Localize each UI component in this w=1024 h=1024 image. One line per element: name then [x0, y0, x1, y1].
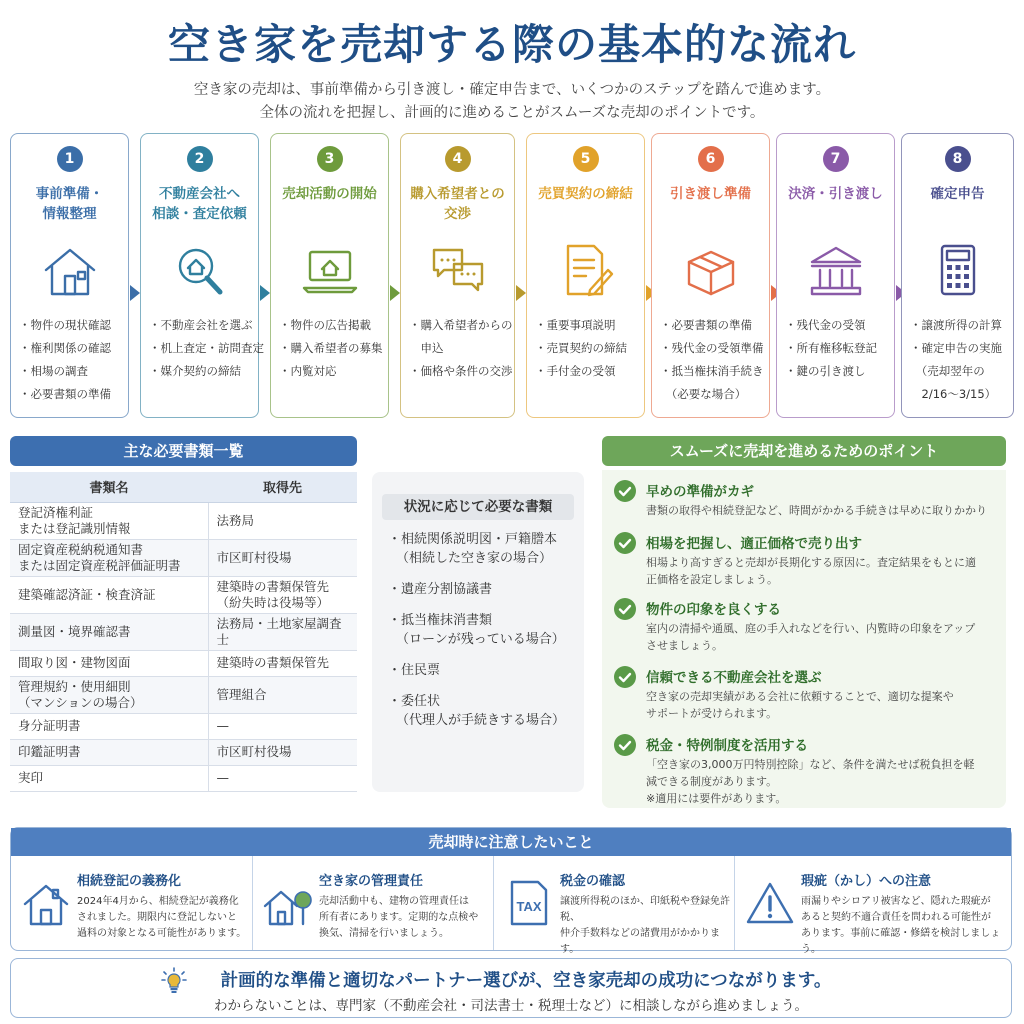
cautions-panel: [10, 827, 1012, 955]
step-arrow-icon: [516, 285, 526, 301]
step-title: [781, 184, 890, 204]
table-row: [10, 539, 357, 576]
step-title: [531, 184, 640, 204]
point-title: 税金・特例制度を活用する: [646, 738, 808, 754]
doc-name-cell: [10, 539, 208, 576]
situational-doc-name: ・住民票: [388, 663, 441, 678]
step-item: （売却翌年の: [910, 364, 985, 378]
search-house-icon: [170, 242, 230, 298]
calculator-icon: [928, 242, 988, 298]
step-item: （必要な場合）: [660, 387, 747, 401]
doc-name-cell: [10, 613, 208, 650]
point-text-line: 空き家の売却実績がある会社に依頼することで、適切な提案や: [646, 690, 954, 703]
doc-source-cell: [208, 676, 357, 713]
step-item: ・物件の広告掲載: [279, 318, 371, 332]
doc-source-line: 管理組合: [216, 686, 267, 702]
step-title-line: 引き渡し準備: [670, 186, 751, 202]
situational-doc-name: ・相続関係説明図・戸籍謄本: [388, 532, 558, 547]
situational-doc-name: ・委任状: [388, 694, 441, 709]
doc-name-line: （マンションの場合）: [18, 694, 143, 710]
doc-name-line: 間取り図・建物図面: [18, 655, 131, 670]
points-panel: [602, 470, 1006, 808]
footer-panel: [10, 958, 1012, 1018]
step-item: ・残代金の受領準備: [660, 341, 764, 355]
doc-name-cell: [10, 765, 208, 791]
step-title-line: 売却活動の開始: [282, 186, 377, 202]
step-item: ・不動産会社を選ぶ: [149, 318, 253, 332]
docs-col-source: 取得先: [208, 472, 357, 502]
step-card-6: [651, 133, 770, 418]
step-item-list: [660, 314, 765, 406]
docs-header: 主な必要書類一覧: [10, 436, 357, 466]
table-row: [10, 765, 357, 791]
doc-name-line: 建築確認済証・検査済証: [18, 586, 156, 602]
bank-icon: [806, 242, 866, 298]
tax-document-icon: [504, 880, 554, 926]
list-item: [388, 611, 578, 649]
step-card-7: [776, 133, 895, 418]
check-circle-icon: [614, 532, 636, 554]
doc-source-line: 市区町村役場: [216, 549, 292, 565]
doc-name-line: 印鑑証明書: [18, 744, 81, 759]
point-title: 早めの準備がカギ: [646, 484, 754, 500]
caution-text-line: 換気、清掃を行いましょう。: [319, 928, 449, 939]
step-title-line: 交渉: [444, 206, 471, 222]
caution-text-line: されました。期限内に登記しないと: [77, 912, 237, 923]
caution-text-line: 所有者にあります。定期的な点検や: [319, 912, 479, 923]
footer-headline: 計画的な準備と適切なパートナー選びが、空き家売却の成功につながります。: [220, 971, 832, 991]
step-title: [275, 184, 384, 204]
doc-source-line: 市区町村役場: [216, 744, 292, 759]
step-item: ・購入希望者からの: [409, 318, 513, 332]
caution-text-line: あると契約不適合責任を問われる可能性が: [801, 912, 991, 923]
step-title-line: 確定申告: [930, 186, 985, 202]
doc-source-line: 建築時の書類保管先: [216, 655, 330, 670]
footer-note: わからないことは、専門家（不動産会社・司法書士・税理士など）に相談しながら進めましょう。: [214, 998, 808, 1014]
doc-name-line: 測量図・境界確認書: [18, 623, 131, 639]
doc-source-line: —: [216, 718, 229, 733]
caution-item: [252, 856, 493, 950]
page-title: 空き家を売却する際の基本的な流れ: [167, 20, 856, 69]
step-card-4: [400, 133, 515, 418]
step-number-badge: 6: [698, 146, 724, 172]
step-item: ・売買契約の締結: [535, 341, 627, 355]
table-row: [10, 650, 357, 676]
warning-icon: [745, 880, 795, 926]
doc-name-cell: [10, 713, 208, 739]
step-title-line: 相談・査定依頼: [152, 206, 247, 222]
step-number-badge: 5: [573, 146, 599, 172]
step-number-badge: 8: [945, 146, 971, 172]
step-item-list: [910, 314, 1009, 406]
svg-text:TAX: TAX: [516, 899, 542, 914]
doc-source-cell: [208, 739, 357, 765]
doc-name-line: または登記識別情報: [18, 520, 131, 536]
step-title-line: 不動産会社へ: [159, 186, 240, 202]
table-row: [10, 676, 357, 713]
check-circle-icon: [614, 480, 636, 502]
step-title: [145, 184, 254, 224]
step-title-line: 事前準備・: [35, 186, 104, 202]
step-item: 2/16〜3/15）: [910, 387, 997, 401]
situational-doc-name: ・抵当権抹消書類: [388, 613, 493, 628]
step-item: ・譲渡所得の計算: [910, 318, 1002, 332]
step-title: [15, 184, 124, 224]
doc-name-line: 実印: [18, 770, 44, 785]
situational-docs-panel: [372, 472, 584, 792]
step-item: ・鍵の引き渡し: [785, 364, 866, 378]
doc-source-cell: [208, 613, 357, 650]
caution-title: 瑕疵（かし）への注意: [801, 874, 932, 889]
point-text-line: 減できる制度があります。: [646, 775, 778, 788]
step-item: ・物件の現状確認: [19, 318, 111, 332]
doc-name-line: 管理規約・使用細則: [18, 678, 131, 694]
point-text-line: させましょう。: [646, 639, 723, 652]
situational-doc-condition: （代理人が手続きする場合）: [396, 713, 566, 728]
step-title-line: 売買契約の締結: [538, 186, 633, 202]
doc-source-line: 法務局: [216, 512, 255, 528]
caution-text-line: 仲介手数料などの諸費用がかかります。: [560, 928, 720, 955]
steps-flow: [10, 133, 1014, 418]
step-title: [906, 184, 1009, 204]
step-item-list: [409, 314, 513, 383]
caution-text-line: あります。事前に確認・修繕を検討しましょう。: [801, 928, 1001, 955]
doc-name-cell: [10, 650, 208, 676]
table-row: [10, 576, 357, 613]
check-circle-icon: [614, 734, 636, 756]
point-text: [646, 502, 998, 519]
step-item: ・価格や条件の交渉: [409, 364, 513, 378]
list-item: [388, 692, 578, 730]
points-header: スムーズに売却を進めるためのポイント: [602, 436, 1006, 466]
list-item: [388, 580, 578, 599]
step-title-line: 購入希望者との: [410, 186, 505, 202]
caution-text: [801, 894, 1006, 958]
caution-item: [11, 856, 252, 950]
situational-docs-header: 状況に応じて必要な書類: [382, 494, 574, 520]
point-title: 物件の印象を良くする: [646, 602, 781, 618]
contract-pen-icon: [556, 242, 616, 298]
step-card-2: [140, 133, 264, 418]
box-icon: [681, 242, 741, 298]
house-icon: [40, 242, 100, 298]
doc-source-cell: [208, 713, 357, 739]
step-item: ・残代金の受領: [785, 318, 866, 332]
step-card-3: [270, 133, 389, 418]
doc-source-line: —: [216, 770, 229, 785]
doc-source-cell: [208, 650, 357, 676]
caution-text-line: 雨漏りやシロアリ被害など、隠れた瑕疵が: [801, 896, 991, 907]
point-text: [646, 688, 998, 722]
table-row: [10, 613, 357, 650]
doc-source-line: 建築時の書類保管先: [216, 578, 330, 594]
caution-text-line: 2024年4月から、相続登記が義務化: [77, 896, 239, 907]
step-number-badge: 3: [317, 146, 343, 172]
situational-doc-condition: （ローンが残っている場合）: [396, 632, 565, 647]
step-card-1: [10, 133, 129, 418]
chat-bubbles-icon: [428, 242, 488, 298]
step-title-line: 情報整理: [42, 206, 97, 222]
caution-text-line: 売却活動中も、建物の管理責任は: [319, 896, 469, 907]
check-circle-icon: [614, 598, 636, 620]
step-item: ・机上査定・訪問査定: [149, 341, 264, 355]
docs-col-name: 書類名: [10, 472, 208, 502]
step-arrow-icon: [130, 285, 140, 301]
point-text-line: サポートが受けられます。: [646, 707, 778, 720]
doc-source-line: （紛失時は役場等）: [216, 594, 330, 610]
doc-source-cell: [208, 576, 357, 613]
step-title: [405, 184, 510, 224]
caution-text: [319, 894, 489, 942]
step-number-badge: 4: [445, 146, 471, 172]
caution-title: 空き家の管理責任: [319, 874, 424, 889]
house-outline-icon: [21, 880, 71, 926]
point-text-line: 室内の清掃や通風、庭の手入れなどを行い、内覧時の印象をアップ: [646, 622, 976, 635]
caution-text-line: 譲渡所得税のほか、印紙税や登録免許税、: [560, 896, 730, 923]
caution-item: [493, 856, 734, 955]
step-item: 申込: [409, 341, 444, 355]
point-title: 信頼できる不動産会社を選ぶ: [646, 670, 822, 686]
step-number-badge: 2: [187, 146, 213, 172]
intro-line-2: 全体の流れを把握し、計画的に進めることがスムーズな売却のポイントです。: [259, 105, 765, 121]
caution-item: [734, 856, 1010, 955]
situational-docs-list: [388, 530, 578, 742]
step-item: ・抵当権抹消手続き: [660, 364, 764, 378]
doc-name-cell: [10, 576, 208, 613]
point-text-line: 書類の取得や相続登記など、時間がかかる手続きは早めに取りかかり: [646, 504, 987, 517]
point-text-line: 相場より高すぎると売却が長期化する原因に。査定結果をもとに適: [646, 556, 976, 569]
step-item: ・必要書類の準備: [660, 318, 752, 332]
step-item: ・権利関係の確認: [19, 341, 111, 355]
step-item-list: [19, 314, 124, 406]
point-text-line: ※適用には要件があります。: [646, 792, 787, 805]
doc-name-cell: [10, 676, 208, 713]
docs-table: [10, 472, 357, 792]
doc-name-line: または固定資産税評価証明書: [18, 557, 181, 573]
step-arrow-icon: [260, 285, 270, 301]
doc-name-cell: [10, 739, 208, 765]
caution-text: [77, 894, 248, 942]
list-item: [388, 661, 578, 680]
situational-doc-name: ・遺産分割協議書: [388, 582, 493, 597]
caution-title: 税金の確認: [560, 874, 626, 889]
step-card-5: [526, 133, 645, 418]
doc-name-cell: [10, 502, 208, 539]
step-card-8: [901, 133, 1014, 418]
step-item: ・必要書類の準備: [19, 387, 111, 401]
step-item: ・手付金の受領: [535, 364, 616, 378]
caution-title: 相続登記の義務化: [77, 874, 182, 889]
check-circle-icon: [614, 666, 636, 688]
doc-name-line: 固定資産税納税通知書: [18, 541, 144, 557]
step-item: ・所有権移転登記: [785, 341, 877, 355]
point-text-line: 正価格を設定しましょう。: [646, 573, 778, 586]
doc-name-line: 身分証明書: [18, 718, 81, 733]
intro-line-1: 空き家の売却は、事前準備から引き渡し・確定申告まで、いくつかのステップを踏んで進めます。: [193, 82, 831, 98]
step-number-badge: 7: [823, 146, 849, 172]
table-row: [10, 502, 357, 539]
list-item: [388, 530, 578, 568]
house-tree-icon: [263, 880, 313, 926]
step-item: ・相場の調査: [19, 364, 88, 378]
step-item-list: [785, 314, 890, 383]
doc-source-cell: [208, 539, 357, 576]
doc-source-cell: [208, 765, 357, 791]
cautions-header: 売却時に注意したいこと: [11, 828, 1011, 856]
step-item: ・内覧対応: [279, 364, 337, 378]
point-text: [646, 756, 998, 807]
table-row: [10, 713, 357, 739]
point-text: [646, 554, 998, 588]
doc-source-line: 法務局・土地家屋調査士: [216, 615, 342, 647]
step-item: ・重要事項説明: [535, 318, 616, 332]
point-text-line: 「空き家の3,000万円特別控除」など、条件を満たせば税負担を軽: [646, 758, 975, 771]
step-item: ・媒介契約の締結: [149, 364, 241, 378]
step-number-badge: 1: [57, 146, 83, 172]
table-row: [10, 739, 357, 765]
step-arrow-icon: [390, 285, 400, 301]
point-text: [646, 620, 998, 654]
doc-source-cell: [208, 502, 357, 539]
doc-name-line: 登記済権利証: [18, 504, 94, 520]
step-title: [656, 184, 765, 204]
step-item-list: [535, 314, 640, 383]
caution-text-line: 過料の対象となる可能性があります。: [77, 928, 247, 939]
step-item-list: [279, 314, 384, 383]
step-title-line: 決済・引き渡し: [788, 186, 883, 202]
step-item: ・購入希望者の募集: [279, 341, 383, 355]
point-title: 相場を把握し、適正価格で売り出す: [646, 536, 862, 552]
laptop-house-icon: [300, 242, 360, 298]
situational-doc-condition: （相続した空き家の場合）: [396, 551, 553, 566]
step-item-list: [149, 314, 264, 383]
step-item: ・確定申告の実施: [910, 341, 1002, 355]
